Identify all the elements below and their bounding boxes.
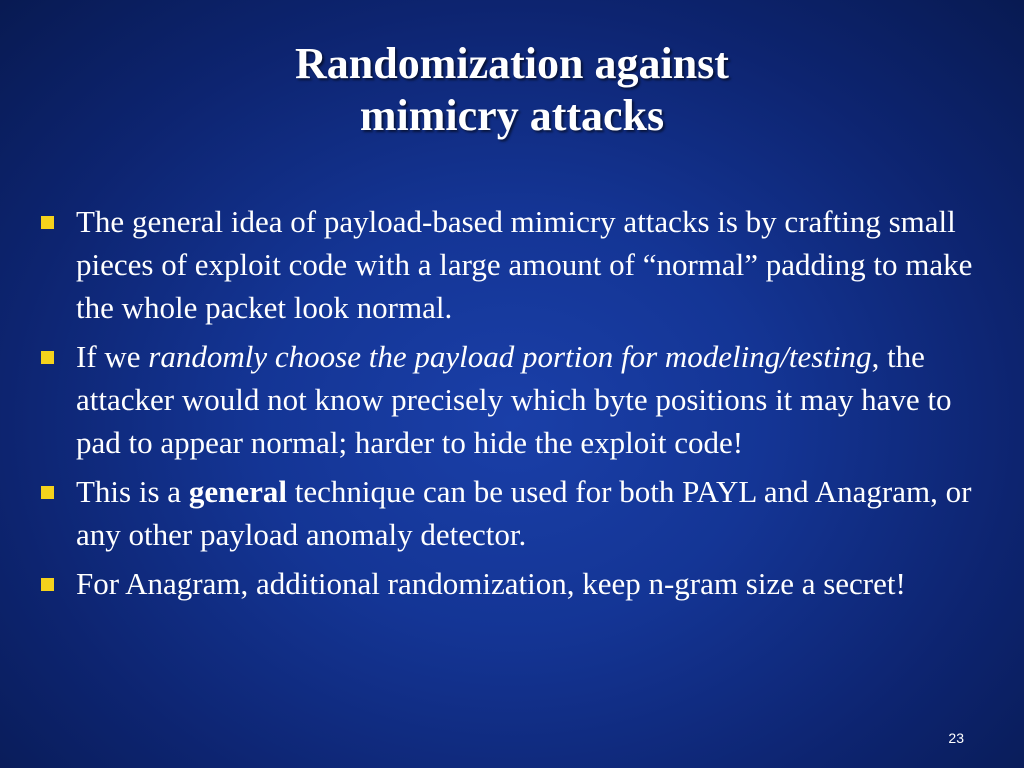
- bullet-text-emphasis: general: [188, 474, 287, 509]
- bullet-item: [38, 335, 988, 464]
- bullet-square-icon: [41, 351, 54, 364]
- bullet-item: [38, 470, 988, 556]
- bullet-text: The general idea of payload-based mimicry attacks is by crafting small pieces of exploit code with a large amount of “normal” padding to make the whole packet look normal.: [76, 204, 973, 325]
- slide-title: [0, 38, 1024, 142]
- bullet-square-icon: [41, 578, 54, 591]
- bullet-item: [38, 562, 988, 605]
- bullet-text-prefix: If we: [76, 339, 149, 374]
- bullet-square-icon: [41, 486, 54, 499]
- page-number: 23: [948, 730, 964, 746]
- bullet-item: [38, 200, 988, 329]
- bullet-text-emphasis: randomly choose the payload portion for modeling/testing: [148, 339, 872, 374]
- bullet-text: For Anagram, additional randomization, keep n-gram size a secret!: [76, 566, 906, 601]
- bullet-text-prefix: This is a: [76, 474, 189, 509]
- bullet-square-icon: [41, 216, 54, 229]
- slide-title-line-1: Randomization against: [295, 39, 729, 88]
- slide-title-line-2: mimicry attacks: [359, 91, 665, 140]
- bullet-list: [38, 200, 988, 611]
- bullet-text-suffix: , the attacker would not know precisely which byte positions it may have to pad to appear normal; harder to hide the exploit code!: [76, 339, 952, 460]
- bullet-text-suffix: technique can be used for both PAYL and Anagram, or any other payload anomaly detector.: [76, 474, 972, 552]
